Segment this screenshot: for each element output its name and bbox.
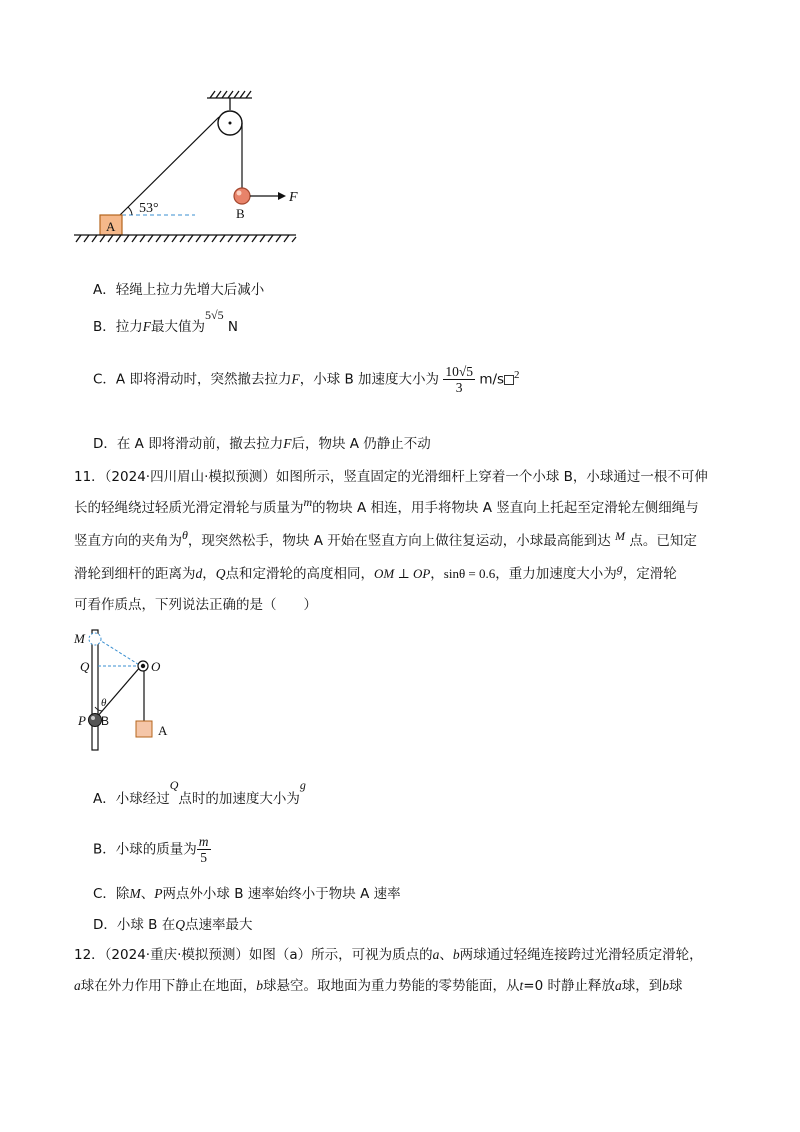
- ball-position-m: [89, 633, 101, 645]
- max-force-value: 5√5: [205, 308, 224, 322]
- q11-line-5: 可看作质点，下列说法正确的是（ ）: [74, 597, 317, 613]
- ball-b-label: B: [236, 206, 245, 221]
- ball-b: [89, 714, 102, 727]
- q11-option-d: D．小球 B 在Q点速率最大: [93, 917, 253, 933]
- vertical-rod: [92, 630, 98, 750]
- rope-incline: [120, 117, 219, 215]
- missing-glyph-box: [504, 375, 514, 385]
- q12-line-2: a球在外力作用下静止在地面，b球悬空。取地面为重力势能的零势能面，从t=0 时静止释放a球，到b球: [74, 978, 683, 994]
- block-a: [136, 721, 152, 737]
- label-m: M: [74, 631, 85, 646]
- q10-option-a: A．轻绳上拉力先增大后减小: [93, 282, 265, 298]
- dashed-line-mo: [98, 639, 141, 666]
- q11-option-b: B．小球的质量为 $\frac{m}{5}$: [93, 834, 209, 865]
- rope-ob: [97, 666, 141, 717]
- q11-line-2: 长的轻绳绕过轻质光滑定滑轮与质量为m的物块 A 相连，用手将物块 A 竖直向上托起至定滑轮左侧细绳与: [74, 495, 699, 516]
- label-q: Q: [80, 659, 90, 674]
- q11-line-4: 滑轮到细杆的距离为d，Q点和定滑轮的高度相同，OM ⊥ OP，sinθ = 0.6，重力加速度大小为g，定滑轮: [74, 561, 677, 582]
- block-a-label: A: [106, 219, 116, 234]
- q12-line-1: 12．（2024·重庆·模拟预测）如图（a）所示，可视为质点的a、b两球通过轻绳连接跨过光滑轻质定滑轮，: [74, 947, 703, 963]
- q11-option-c: C．除M、P两点外小球 B 速率始终小于物块 A 速率: [93, 886, 401, 902]
- acceleration-fraction: $\frac{10√5}{3}$: [445, 364, 474, 395]
- ground: [74, 235, 296, 242]
- label-a: A: [158, 723, 168, 738]
- q10-option-c: C．A 即将滑动时，突然撤去拉力F，小球 B 加速度大小为 $\frac{10√5}{3}$ m/s $^2$: [93, 364, 520, 395]
- ball-b: [234, 188, 250, 204]
- label-b: B: [101, 714, 110, 728]
- mass-fraction: $\frac{m}{5}$: [198, 834, 209, 865]
- q11-option-a: A．小球经过Q点时的加速度大小为g: [93, 778, 306, 807]
- label-o: O: [151, 659, 161, 674]
- figure-rod-pulley: [70, 625, 200, 755]
- figure-pulley-block: [60, 85, 310, 250]
- angle-label: 53°: [139, 201, 159, 216]
- q11-line-3: 竖直方向的夹角为θ，现突然松手，物块 A 开始在竖直方向上做往复运动，小球最高能到达 M 点。已知定: [74, 528, 697, 549]
- label-p: P: [78, 713, 86, 728]
- force-label: F: [289, 190, 298, 205]
- q11-line-1: 11．（2024·四川眉山·模拟预测）如图所示，竖直固定的光滑细杆上穿着一个小球 B，小球通过一根不可伸: [74, 469, 708, 485]
- label-theta: θ: [101, 697, 107, 709]
- q10-option-d: D．在 A 即将滑动前，撤去拉力F后，物块 A 仍静止不动: [93, 436, 431, 452]
- ceiling-support: [207, 91, 252, 110]
- angle-arc: [128, 207, 132, 215]
- q10-option-b: B．拉力F最大值为5√5 N: [93, 308, 239, 335]
